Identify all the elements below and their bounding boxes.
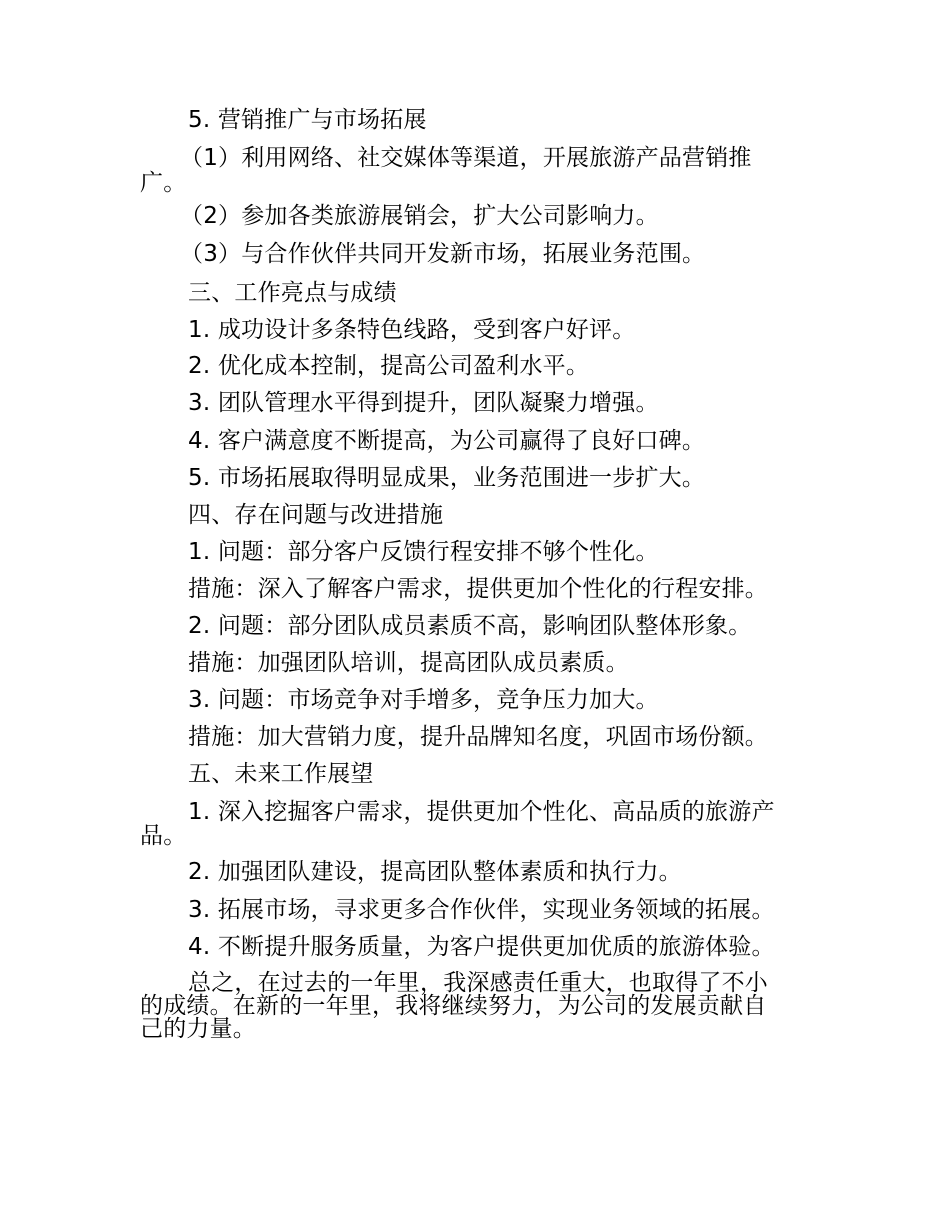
list-item: 1. 成功设计多条特色线路，受到客户好评。 xyxy=(188,317,636,343)
list-item: 3. 团队管理水平得到提升，团队凝聚力增强。 xyxy=(188,390,659,416)
list-item: （3）与合作伙伴共同开发新市场，拓展业务范围。 xyxy=(180,241,706,267)
section-heading: 四、存在问题与改进措施 xyxy=(188,502,444,528)
list-item: 1. 深入挖掘客户需求，提供更加个性化、高品质的旅游产 xyxy=(188,799,775,825)
list-item: 2. 优化成本控制，提高公司盈利水平。 xyxy=(188,353,590,379)
conclusion-paragraph-line: 的成绩。在新的一年里，我将继续努力，为公司的发展贡献自 xyxy=(140,993,767,1019)
list-item: 2. 加强团队建设，提高团队整体素质和执行力。 xyxy=(188,859,682,885)
measure-item: 措施：加强团队培训，提高团队成员素质。 xyxy=(188,650,629,676)
list-item: 3. 拓展市场，寻求更多合作伙伴，实现业务领域的拓展。 xyxy=(188,897,775,923)
section-heading: 五、未来工作展望 xyxy=(188,761,374,787)
problem-item: 3. 问题：市场竞争对手增多，竞争压力加大。 xyxy=(188,687,659,713)
list-item: 5. 市场拓展取得明显成果，业务范围进一步扩大。 xyxy=(188,465,706,491)
problem-item: 1. 问题：部分客户反馈行程安排不够个性化。 xyxy=(188,539,659,565)
section-heading: 三、工作亮点与成绩 xyxy=(188,280,397,306)
conclusion-paragraph-line: 己的力量。 xyxy=(140,1016,256,1042)
measure-item: 措施：加大营销力度，提升品牌知名度，巩固市场份额。 xyxy=(188,724,768,750)
problem-item: 2. 问题：部分团队成员素质不高，影响团队整体形象。 xyxy=(188,613,752,639)
list-item-continuation: 品。 xyxy=(140,823,187,849)
measure-item: 措施：深入了解客户需求，提供更加个性化的行程安排。 xyxy=(188,576,768,602)
list-item: 4. 不断提升服务质量，为客户提供更加优质的旅游体验。 xyxy=(188,934,775,960)
subsection-heading: 5. 营销推广与市场拓展 xyxy=(188,107,427,133)
list-item-continuation: 广。 xyxy=(140,170,187,196)
conclusion-paragraph-line: 总之，在过去的一年里，我深感责任重大，也取得了不小 xyxy=(188,970,768,996)
list-item: （2）参加各类旅游展销会，扩大公司影响力。 xyxy=(180,203,659,229)
list-item: 4. 客户满意度不断提高，为公司赢得了良好口碑。 xyxy=(188,428,706,454)
list-item: （1）利用网络、社交媒体等渠道，开展旅游产品营销推 xyxy=(180,145,752,171)
